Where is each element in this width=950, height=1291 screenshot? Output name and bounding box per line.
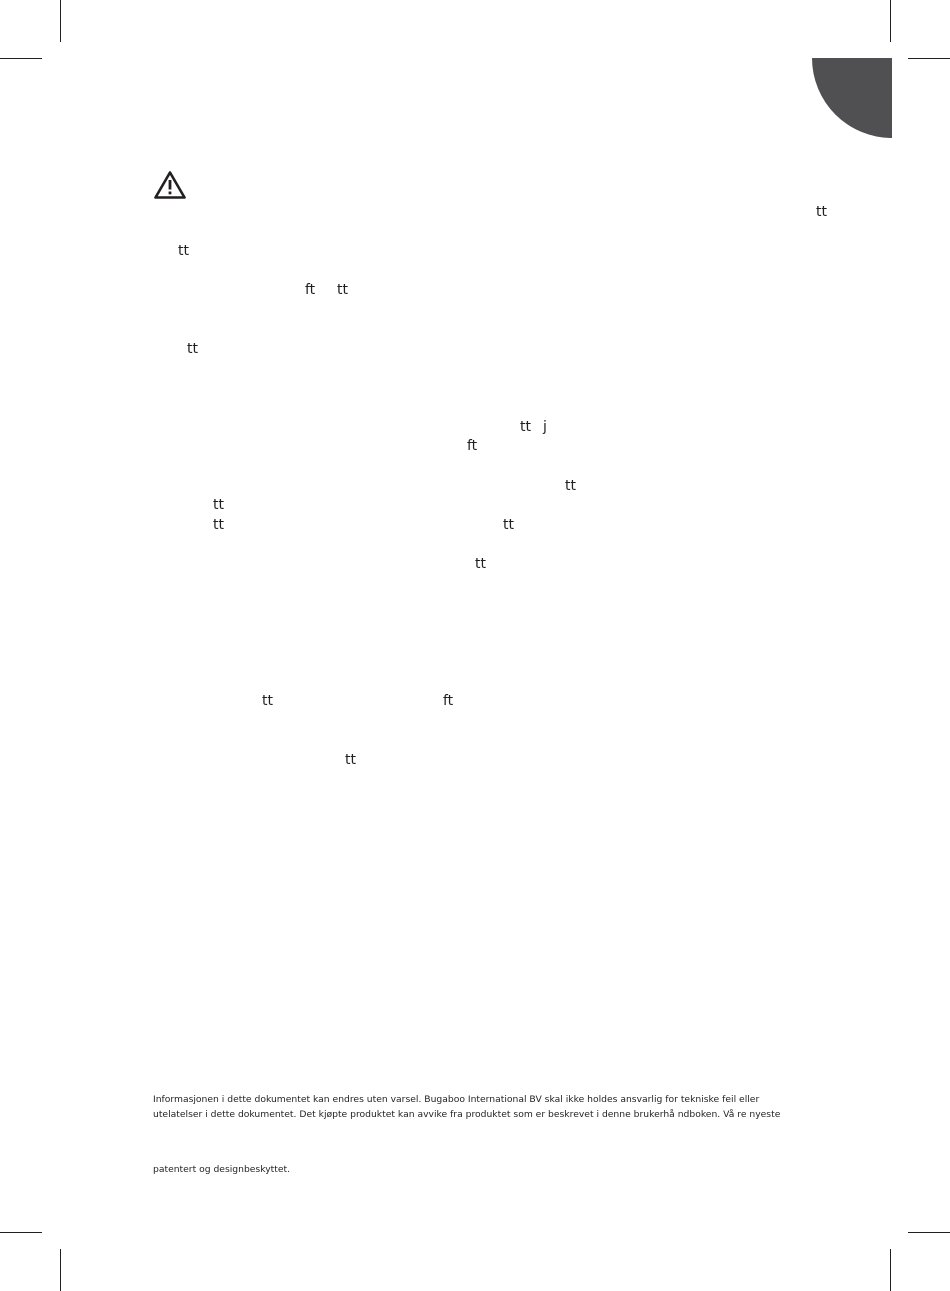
ligature-fragment: tt <box>337 282 348 298</box>
ligature-fragment: tt <box>503 517 514 533</box>
ligature-fragment: tt <box>187 341 198 357</box>
ligature-fragment: ft <box>305 282 316 298</box>
ligature-fragment: ft <box>443 693 454 709</box>
crop-mark-top-left-vertical <box>60 0 61 42</box>
crop-mark-top-left-horizontal <box>0 58 42 59</box>
ligature-fragment: tt <box>520 419 531 435</box>
crop-mark-top-right-vertical <box>890 0 891 42</box>
ligature-fragment: tt <box>475 556 486 572</box>
footer-disclaimer-line-3: patentert og designbeskyttet. <box>153 1164 291 1175</box>
footer-disclaimer-line-1: Informasjonen i dette dokumentet kan endres uten varsel. Bugaboo International BV skal ikke holdes ansvarlig for tekniske feil eller <box>153 1094 760 1105</box>
crop-mark-bottom-right-vertical <box>890 1249 891 1291</box>
crop-mark-bottom-left-horizontal <box>0 1232 42 1233</box>
ligature-fragment: tt <box>213 497 224 513</box>
crop-mark-top-right-horizontal <box>908 58 950 59</box>
section-corner-tab <box>812 58 892 138</box>
crop-mark-bottom-left-vertical <box>60 1249 61 1291</box>
ligature-fragment: tt <box>345 752 356 768</box>
ligature-fragment: tt <box>262 693 273 709</box>
ligature-fragment: tt <box>565 478 576 494</box>
ligature-fragment: tt <box>213 517 224 533</box>
warning-triangle-icon <box>153 170 187 200</box>
ligature-fragment: tt <box>816 204 827 220</box>
footer-disclaimer-line-2: utelatelser i dette dokumentet. Det kjøpte produktet kan avvike fra produktet som er beskrevet i denne brukerhå ndboken. Vå re nyeste <box>153 1109 781 1120</box>
ligature-fragment: j <box>543 419 547 435</box>
crop-mark-bottom-right-horizontal <box>908 1232 950 1233</box>
ligature-fragment: tt <box>178 243 189 259</box>
ligature-fragment: ft <box>467 438 478 454</box>
